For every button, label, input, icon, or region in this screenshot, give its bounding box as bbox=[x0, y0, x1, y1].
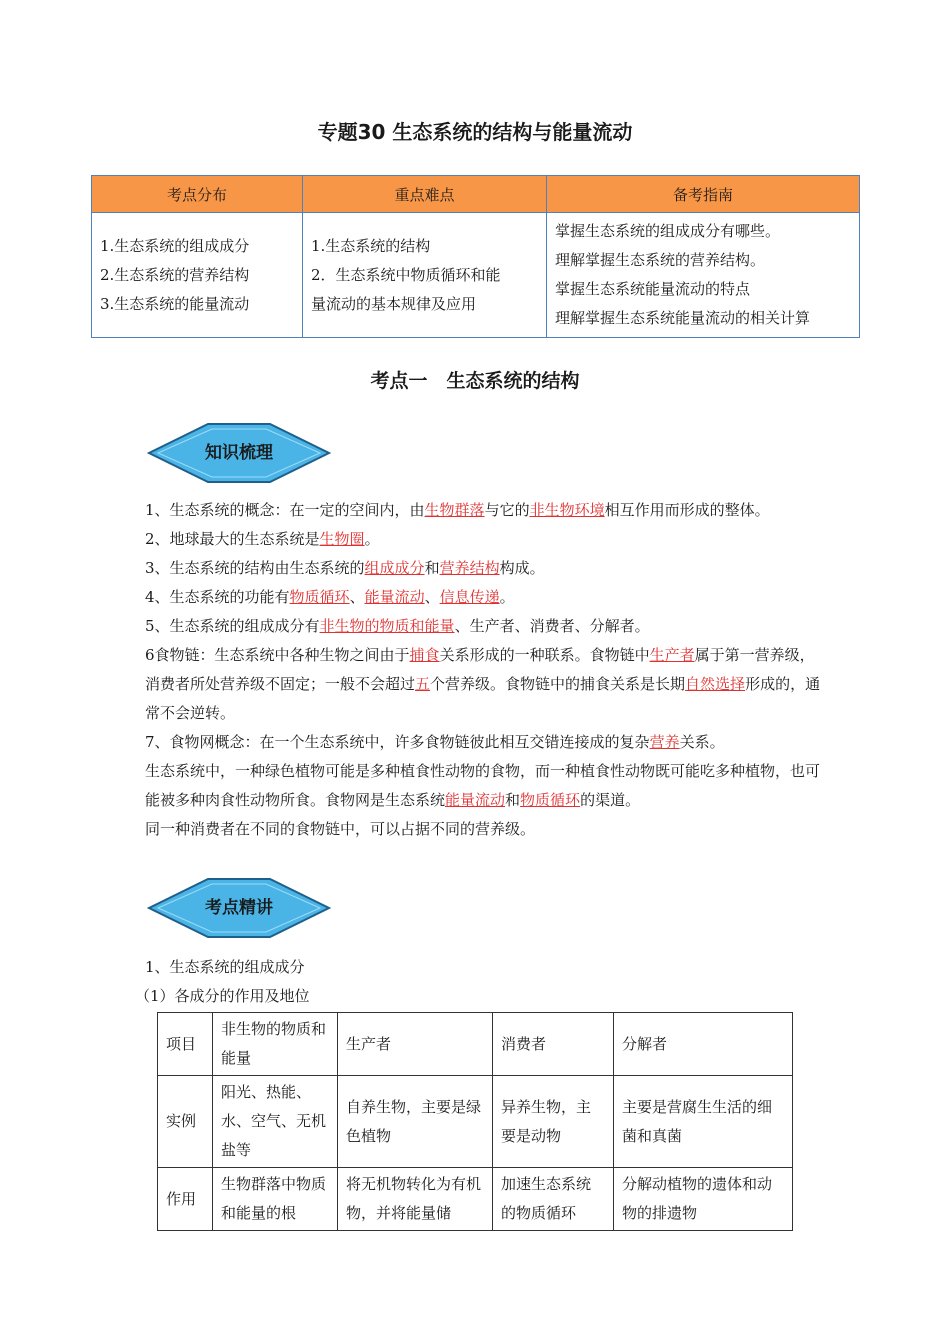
lecture-badge bbox=[146, 876, 332, 940]
table-cell: 消费者 bbox=[493, 1013, 614, 1076]
highlight-term: 组成成分 bbox=[364, 559, 425, 577]
knowledge-item: 4、生态系统的功能有物质循环、能量流动、信息传递。 bbox=[145, 588, 515, 606]
lecture-badge-label: 考点精讲 bbox=[205, 898, 273, 918]
table-cell: 生物群落中物质和能量的根 bbox=[213, 1168, 338, 1231]
table-cell: 异养生物，主要是动物 bbox=[493, 1076, 614, 1168]
overview-header-row bbox=[92, 176, 860, 213]
lecture-line: （1）各成分的作用及地位 bbox=[135, 987, 310, 1005]
knowledge-badge bbox=[146, 421, 332, 485]
overview-body-row bbox=[92, 213, 860, 338]
table-cell: 实例 bbox=[158, 1076, 213, 1168]
table-cell: 非生物的物质和能量 bbox=[213, 1013, 338, 1076]
knowledge-content bbox=[145, 496, 825, 844]
overview-header-distribution: 考点分布 bbox=[92, 176, 303, 213]
overview-line: 掌握生态系统能量流动的特点 bbox=[555, 280, 751, 298]
highlight-term: 生产者 bbox=[649, 646, 695, 664]
knowledge-badge-label: 知识梳理 bbox=[205, 443, 273, 463]
overview-line: 2．生态系统中物质循环和能 bbox=[311, 265, 501, 284]
overview-line: 1.生态系统的组成成分 bbox=[100, 236, 250, 255]
overview-line: 2.生态系统的营养结构 bbox=[100, 265, 250, 284]
table-cell: 项目 bbox=[158, 1013, 213, 1076]
components-table bbox=[157, 1012, 793, 1231]
table-cell: 作用 bbox=[158, 1168, 213, 1231]
overview-cell-key-points bbox=[303, 213, 547, 338]
table-cell: 加速生态系统的物质循环 bbox=[493, 1168, 614, 1231]
overview-table bbox=[91, 175, 860, 338]
highlight-term: 物质循环 bbox=[520, 791, 581, 809]
highlight-term: 自然选择 bbox=[685, 675, 746, 693]
table-row bbox=[158, 1076, 793, 1168]
highlight-term: 生物群落 bbox=[424, 501, 485, 519]
lecture-line: 1、生态系统的组成成分 bbox=[145, 958, 305, 976]
overview-header-guide: 备考指南 bbox=[547, 176, 860, 213]
highlight-term: 物质循环 bbox=[289, 588, 350, 606]
page-title: 专题30 生态系统的结构与能量流动 bbox=[317, 120, 633, 144]
overview-header-key-points: 重点难点 bbox=[303, 176, 547, 213]
highlight-term: 营养结构 bbox=[439, 559, 500, 577]
knowledge-item: 7、食物网概念：在一个生态系统中，许多食物链彼此相互交错连接成的复杂营养关系。 bbox=[145, 733, 725, 751]
highlight-term: 信息传递 bbox=[439, 588, 500, 606]
knowledge-item: 3、生态系统的结构由生态系统的组成成分和营养结构构成。 bbox=[145, 559, 545, 577]
knowledge-item: 2、地球最大的生态系统是生物圈。 bbox=[145, 530, 380, 548]
overview-line: 1.生态系统的结构 bbox=[311, 236, 431, 255]
highlight-term: 营养 bbox=[649, 733, 680, 751]
overview-cell-guide bbox=[547, 213, 860, 338]
highlight-term: 非生物的物质和能量 bbox=[319, 617, 455, 635]
overview-line: 理解掌握生态系统的营养结构。 bbox=[555, 251, 766, 269]
table-cell: 自养生物，主要是绿色植物 bbox=[338, 1076, 493, 1168]
section-title: 考点一 生态系统的结构 bbox=[370, 370, 580, 392]
table-cell: 分解动植物的遗体和动物的排遗物 bbox=[614, 1168, 793, 1231]
lecture-content bbox=[135, 953, 825, 1011]
overview-line: 量流动的基本规律及应用 bbox=[311, 294, 477, 313]
overview-line: 掌握生态系统的组成成分有哪些。 bbox=[555, 222, 781, 240]
highlight-term: 五 bbox=[415, 675, 431, 693]
table-row bbox=[158, 1168, 793, 1231]
overview-cell-distribution bbox=[92, 213, 303, 338]
table-cell: 分解者 bbox=[614, 1013, 793, 1076]
knowledge-item: 6食物链：生态系统中各种生物之间由于捕食关系形成的一种联系。食物链中生产者属于第一营养级，消费者所处营养级不固定；一般不会超过五个营养级。食物链中的捕食关系是长期自然选择形成的，通常不会逆转。 bbox=[145, 646, 821, 722]
table-row bbox=[158, 1013, 793, 1076]
highlight-term: 生物圈 bbox=[319, 530, 365, 548]
table-cell: 阳光、热能、水、空气、无机盐等 bbox=[213, 1076, 338, 1168]
highlight-term: 能量流动 bbox=[445, 791, 506, 809]
overview-line: 3.生态系统的能量流动 bbox=[100, 294, 250, 313]
table-cell: 生产者 bbox=[338, 1013, 493, 1076]
highlight-term: 能量流动 bbox=[364, 588, 425, 606]
highlight-term: 捕食 bbox=[409, 646, 440, 664]
table-cell: 主要是营腐生生活的细菌和真菌 bbox=[614, 1076, 793, 1168]
table-cell: 将无机物转化为有机物，并将能量储 bbox=[338, 1168, 493, 1231]
knowledge-item: 同一种消费者在不同的食物链中，可以占据不同的营养级。 bbox=[145, 820, 536, 838]
highlight-term: 非生物环境 bbox=[529, 501, 605, 519]
knowledge-item: 生态系统中，一种绿色植物可能是多种植食性动物的食物，而一种植食性动物既可能吃多种植物，也可能被多种肉食性动物所食。食物网是生态系统能量流动和物质循环的渠道。 bbox=[145, 762, 821, 809]
knowledge-item: 1、生态系统的概念：在一定的空间内，由生物群落与它的非生物环境相互作用而形成的整体。 bbox=[145, 501, 770, 519]
knowledge-item: 5、生态系统的组成成分有非生物的物质和能量、生产者、消费者、分解者。 bbox=[145, 617, 650, 635]
overview-line: 理解掌握生态系统能量流动的相关计算 bbox=[555, 309, 811, 327]
